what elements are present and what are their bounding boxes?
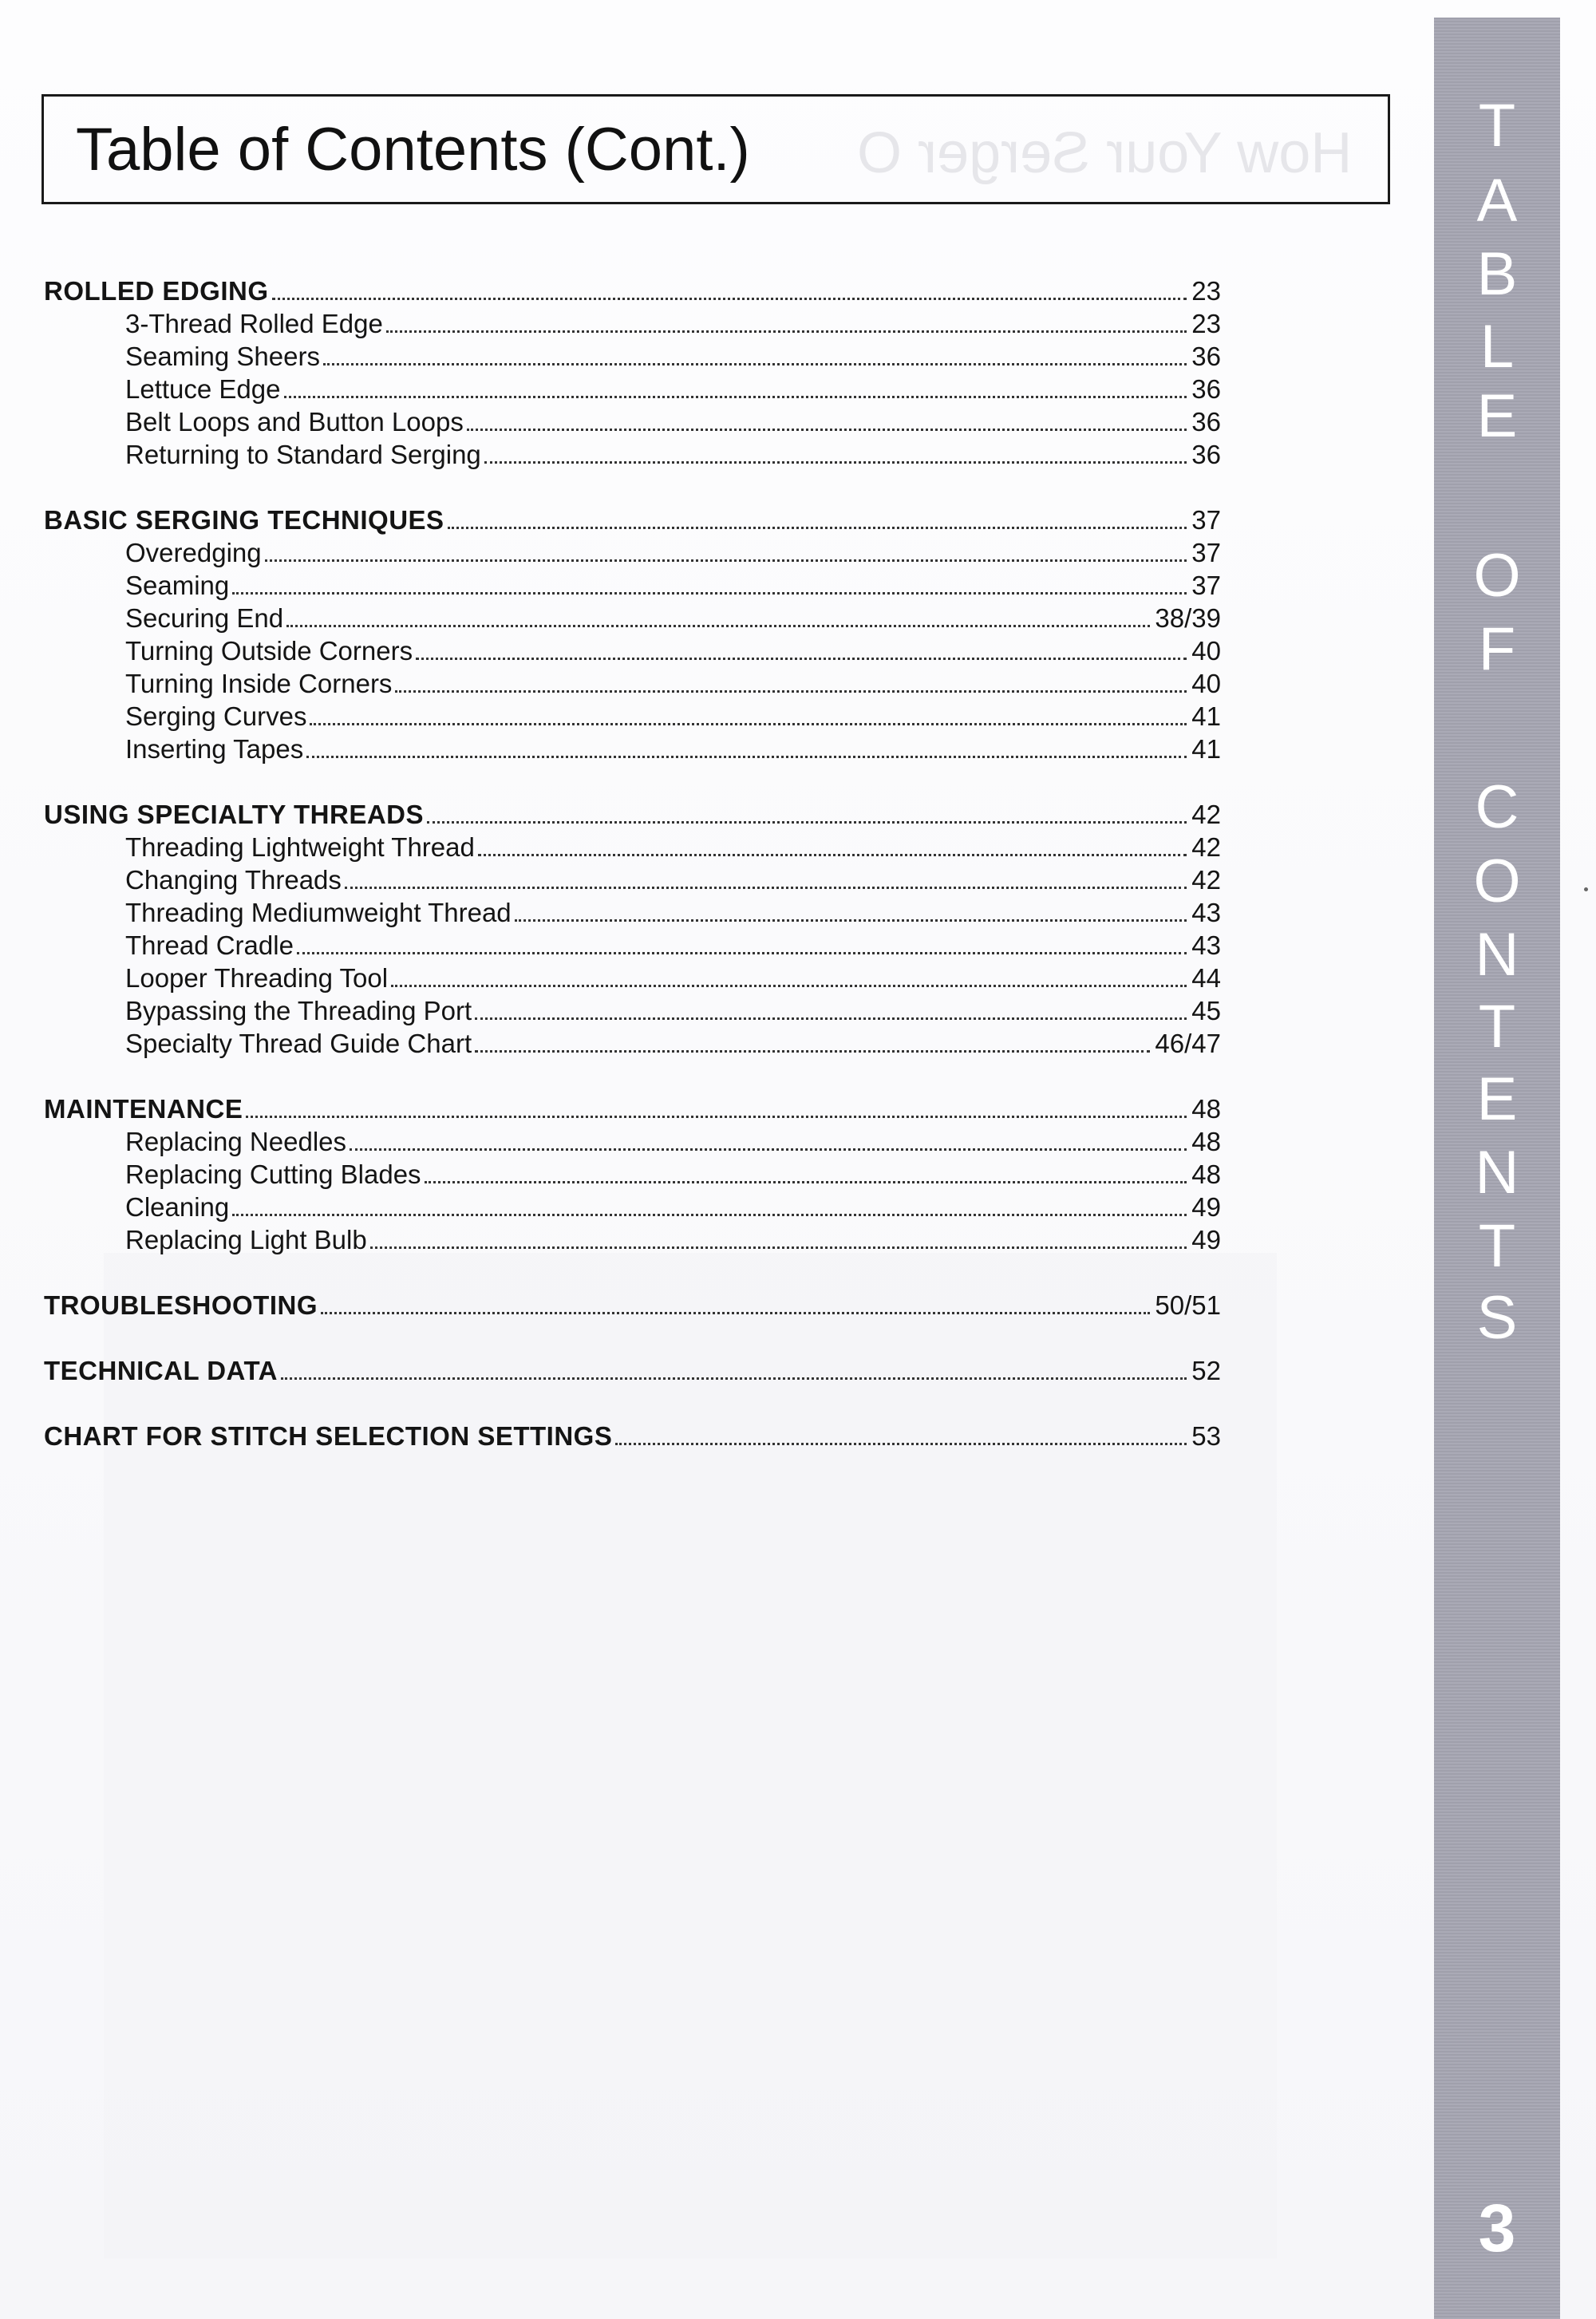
toc-entry-page: 23 — [1191, 276, 1221, 306]
side-tab-letter: O — [1473, 847, 1521, 915]
toc-entry-page: 50/51 — [1155, 1290, 1221, 1320]
dot-leader — [232, 592, 1187, 595]
dot-leader — [297, 952, 1187, 954]
toc-entry-label: MAINTENANCE — [44, 1094, 243, 1124]
side-tab-letter: O — [1473, 542, 1521, 610]
toc-subentry — [125, 1191, 1221, 1223]
dot-leader — [386, 330, 1187, 333]
scan-speck — [1584, 887, 1588, 891]
toc-subentry — [125, 962, 1221, 994]
toc-section-entry — [44, 504, 1221, 536]
dot-leader — [467, 429, 1187, 431]
toc-entry-page: 49 — [1191, 1225, 1221, 1254]
toc-subentry — [125, 864, 1221, 896]
side-tab-letter: L — [1479, 313, 1515, 381]
toc-subentry — [125, 308, 1221, 340]
page-title: Table of Contents (Cont.) — [76, 116, 750, 184]
toc-entry-page: 38/39 — [1155, 603, 1221, 633]
toc-section-entry — [44, 799, 1221, 831]
bleed-through-title: How Your Serger O — [856, 121, 1352, 185]
dot-leader — [246, 1116, 1187, 1118]
dot-leader — [448, 527, 1187, 529]
toc-subentry — [125, 930, 1221, 962]
toc-entry-page: 43 — [1191, 898, 1221, 927]
toc-entry-label: Inserting Tapes — [125, 734, 304, 764]
toc-entry-label: ROLLED EDGING — [44, 276, 269, 306]
dot-leader — [265, 559, 1187, 562]
dot-leader — [484, 461, 1187, 464]
title-box — [41, 94, 1390, 204]
toc-subentry — [125, 341, 1221, 373]
toc-section-entry — [44, 1420, 1221, 1452]
toc-subentry — [125, 1126, 1221, 1158]
toc-entry-label: Threading Lightweight Thread — [125, 832, 475, 862]
toc-entry-label: Seaming Sheers — [125, 342, 320, 371]
side-tab-letter: E — [1476, 382, 1518, 450]
toc-entry-page: 36 — [1191, 407, 1221, 437]
page-number: 3 — [1478, 2191, 1516, 2266]
side-tab-letter: F — [1478, 615, 1516, 683]
dot-leader — [395, 690, 1187, 693]
dot-leader — [515, 919, 1187, 922]
toc-entry-page: 53 — [1191, 1421, 1221, 1451]
dot-leader — [416, 658, 1187, 660]
toc-entry-label: Turning Inside Corners — [125, 669, 393, 698]
toc-subentry — [125, 439, 1221, 471]
bleed-through-area — [104, 1253, 1277, 2258]
dot-leader — [232, 1214, 1187, 1216]
toc-entry-label: Turning Outside Corners — [125, 636, 413, 666]
toc-entry-page: 52 — [1191, 1356, 1221, 1385]
side-tab-letter: N — [1475, 1139, 1519, 1207]
toc-section-entry — [44, 1355, 1221, 1387]
toc-entry-label: Securing End — [125, 603, 284, 633]
toc-entry-page: 42 — [1191, 832, 1221, 862]
toc-entry-label: BASIC SERGING TECHNIQUES — [44, 505, 444, 535]
toc-entry-page: 37 — [1191, 571, 1221, 600]
dot-leader — [345, 887, 1187, 889]
side-tab-letter: E — [1476, 1065, 1518, 1133]
toc-entry-label: Thread Cradle — [125, 930, 294, 960]
toc-subentry — [125, 668, 1221, 700]
toc-entry-label: Overedging — [125, 538, 262, 567]
toc-entry-label: Cleaning — [125, 1192, 230, 1222]
toc-subentry — [125, 537, 1221, 569]
side-tab-letter: T — [1478, 993, 1516, 1061]
toc-entry-page: 37 — [1191, 505, 1221, 535]
toc-entry-page: 42 — [1191, 865, 1221, 895]
side-tab-letter: T — [1478, 1212, 1516, 1280]
toc-entry-page: 40 — [1191, 636, 1221, 666]
toc-entry-page: 42 — [1191, 800, 1221, 829]
toc-subentry — [125, 1159, 1221, 1191]
toc-entry-label: Replacing Light Bulb — [125, 1225, 367, 1254]
toc-entry-page: 23 — [1191, 309, 1221, 338]
dot-leader — [350, 1148, 1187, 1151]
toc-entry-label: 3-Thread Rolled Edge — [125, 309, 383, 338]
side-tab — [1434, 18, 1560, 2319]
toc-entry-label: Returning to Standard Serging — [125, 440, 481, 469]
toc-entry-label: Lettuce Edge — [125, 374, 281, 404]
toc-entry-label: Replacing Cutting Blades — [125, 1160, 421, 1189]
toc-entry-page: 44 — [1191, 963, 1221, 993]
dot-leader — [615, 1443, 1187, 1445]
toc-entry-page: 41 — [1191, 734, 1221, 764]
side-tab-letter: C — [1475, 773, 1519, 841]
toc-entry-label: CHART FOR STITCH SELECTION SETTINGS — [44, 1421, 613, 1451]
toc-entry-label: Serging Curves — [125, 701, 307, 731]
toc-subentry — [125, 1028, 1221, 1060]
dot-leader — [323, 363, 1187, 365]
toc-entry-page: 36 — [1191, 440, 1221, 469]
toc-subentry — [125, 733, 1221, 765]
toc-entry-page: 36 — [1191, 342, 1221, 371]
toc-entry-label: Bypassing the Threading Port — [125, 996, 472, 1025]
toc-entry-page: 46/47 — [1155, 1029, 1221, 1058]
toc-entry-page: 41 — [1191, 701, 1221, 731]
toc-entry-label: Threading Mediumweight Thread — [125, 898, 512, 927]
toc-entry-label: Belt Loops and Button Loops — [125, 407, 464, 437]
dot-leader — [370, 1246, 1187, 1249]
toc-entry-page: 36 — [1191, 374, 1221, 404]
toc-subentry — [125, 635, 1221, 667]
side-tab-letter: S — [1476, 1284, 1518, 1352]
dot-leader — [475, 1017, 1187, 1020]
dot-leader — [475, 1050, 1150, 1053]
dot-leader — [272, 298, 1187, 300]
dot-leader — [281, 1377, 1187, 1380]
dot-leader — [478, 854, 1187, 856]
toc-section-entry — [44, 1290, 1221, 1321]
dot-leader — [427, 821, 1187, 824]
toc-entry-label: Looper Threading Tool — [125, 963, 389, 993]
side-tab-letter: T — [1478, 92, 1516, 160]
dot-leader — [310, 723, 1187, 725]
toc-subentry — [125, 602, 1221, 634]
toc-subentry — [125, 373, 1221, 405]
dot-leader — [425, 1181, 1187, 1183]
toc-entry-label: Seaming — [125, 571, 230, 600]
side-tab-letter: B — [1476, 240, 1518, 308]
toc-entry-page: 48 — [1191, 1160, 1221, 1189]
dot-leader — [306, 756, 1187, 758]
toc-entry-label: TECHNICAL DATA — [44, 1356, 278, 1385]
toc-subentry — [125, 570, 1221, 602]
toc-entry-label: Changing Threads — [125, 865, 342, 895]
toc-entry-label: Replacing Needles — [125, 1127, 347, 1156]
dot-leader — [284, 396, 1187, 398]
toc-entry-page: 45 — [1191, 996, 1221, 1025]
toc-section-entry — [44, 275, 1221, 307]
toc-subentry — [125, 995, 1221, 1027]
dot-leader — [391, 985, 1187, 987]
toc-entry-page: 49 — [1191, 1192, 1221, 1222]
toc-subentry — [125, 897, 1221, 929]
toc-entry-label: Specialty Thread Guide Chart — [125, 1029, 472, 1058]
dot-leader — [321, 1312, 1150, 1314]
toc-entry-label: USING SPECIALTY THREADS — [44, 800, 424, 829]
toc-entry-page: 40 — [1191, 669, 1221, 698]
toc-subentry — [125, 832, 1221, 863]
toc-entry-page: 43 — [1191, 930, 1221, 960]
side-tab-letter: A — [1476, 167, 1518, 235]
toc-entry-page: 48 — [1191, 1094, 1221, 1124]
toc-entry-label: TROUBLESHOOTING — [44, 1290, 318, 1320]
toc-entry-page: 48 — [1191, 1127, 1221, 1156]
toc-section-entry — [44, 1093, 1221, 1125]
toc-subentry — [125, 1224, 1221, 1256]
toc-entry-page: 37 — [1191, 538, 1221, 567]
dot-leader — [286, 625, 1150, 627]
toc-subentry — [125, 406, 1221, 438]
side-tab-letter: N — [1475, 921, 1519, 989]
toc-subentry — [125, 701, 1221, 733]
